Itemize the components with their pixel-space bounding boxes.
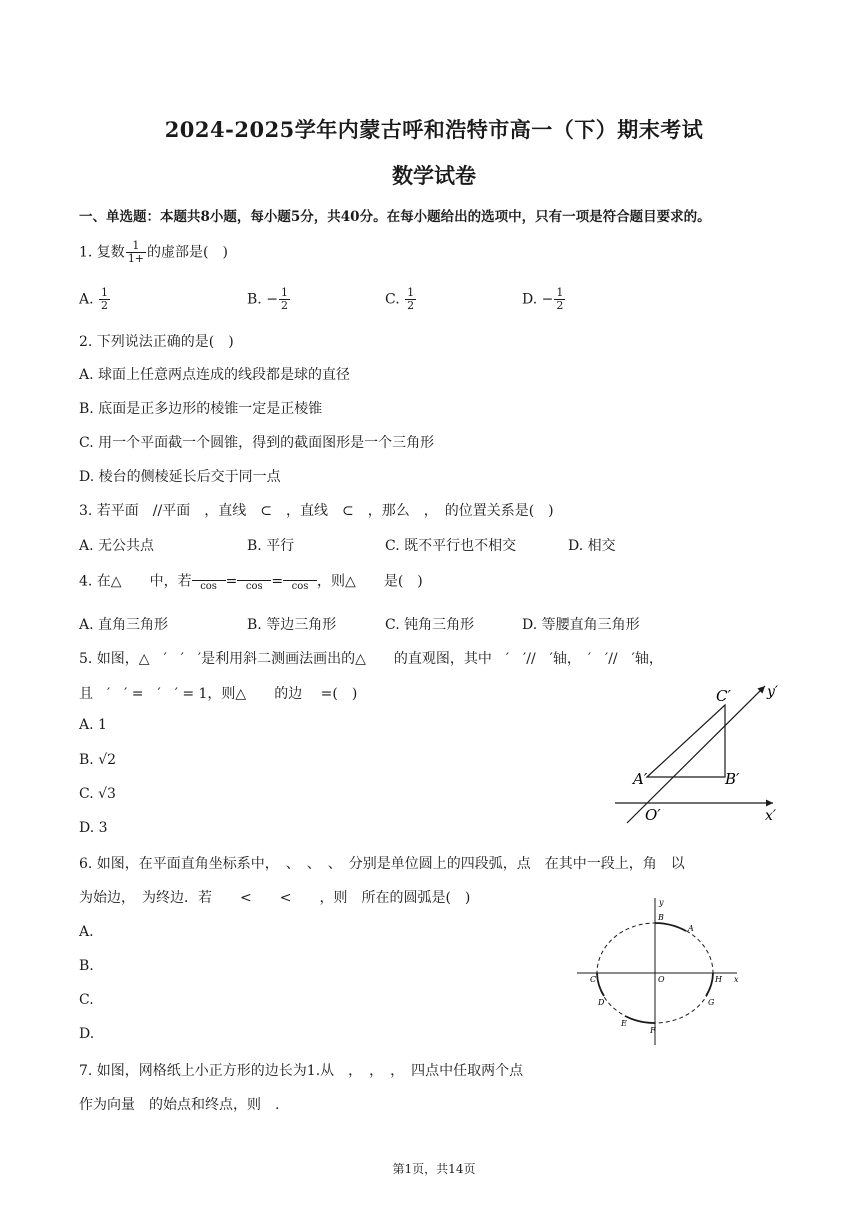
q4-prefix: 4. 在△ 中，若 [79, 573, 192, 590]
q4-option-a[interactable]: A. 直角三角形 [79, 617, 169, 633]
q6-label-e: E [621, 1019, 627, 1028]
q5-label-x: x′ [765, 808, 777, 824]
q1-option-c[interactable] [385, 287, 417, 312]
q1-opt-c-frac [405, 287, 416, 312]
q4-frac-2 [237, 570, 271, 593]
q1-opt-d-den: 2 [556, 299, 564, 312]
q6-label-d: D [598, 998, 605, 1007]
q6-arc-ef [625, 1016, 655, 1023]
q5-option-a[interactable]: A. 1 [79, 717, 107, 733]
q1-opt-d-num: 1 [556, 286, 564, 299]
q1-opt-b-sign: − [266, 291, 278, 308]
q1-opt-b-num: 1 [280, 286, 288, 299]
q3-option-d[interactable]: D. 相交 [568, 538, 616, 554]
q6-label-c: C [590, 975, 597, 984]
q6-option-c[interactable]: C. [79, 992, 94, 1008]
q1-opt-a-frac [99, 287, 110, 312]
q6-arc-cd [597, 973, 604, 996]
q1-opt-c-label: C. [385, 291, 400, 308]
q5-opt-c-label: C. [79, 786, 99, 802]
q2-option-b[interactable]: B. 底面是正多边形的棱锥一定是正棱锥 [79, 401, 323, 417]
q1-option-d[interactable] [522, 287, 566, 312]
q5-label-b: B′ [725, 770, 740, 788]
q6-arc-ab [655, 923, 686, 931]
q1-opt-a-num: 1 [101, 286, 109, 299]
q4-frac-3-den: cos [291, 581, 309, 592]
q4-frac-1-num [192, 570, 226, 581]
q4-frac-1-den: cos [200, 581, 217, 592]
q1-opt-c-den: 2 [407, 299, 415, 312]
q1-opt-c-num: 1 [407, 286, 415, 299]
question-1-stem [79, 240, 228, 265]
q5-label-o: O′ [645, 806, 661, 824]
q5-triangle [647, 705, 725, 777]
q5-opt-b-value: √2 [98, 752, 117, 768]
q4-frac-1 [192, 570, 226, 593]
q2-option-d[interactable]: D. 棱台的侧棱延长后交于同一点 [79, 469, 281, 485]
q5-option-b[interactable] [79, 752, 116, 768]
question-5-line-2: 且 ′ ′ = ′ ′ = 1，则△ 的边 =( ) [79, 686, 358, 702]
exam-subtitle: 数学试卷 [392, 163, 476, 188]
q5-label-a: A′ [633, 770, 648, 788]
q6-label-y: y [659, 898, 664, 907]
q5-label-c: C′ [716, 687, 731, 705]
question-7-line-2: 作为向量 的始点和终点，则 . [79, 1097, 280, 1113]
q6-option-a[interactable]: A. [79, 924, 94, 940]
q6-label-x: x [734, 975, 739, 984]
q5-option-d[interactable]: D. 3 [79, 820, 108, 836]
question-6-line-2: 为始边， 为终边．若 < < ，则 所在的圆弧是( ) [79, 890, 471, 906]
section-heading-single-choice: 一、单选题：本题共8小题，每小题5分，共40分。在每小题给出的选项中，只有一项是符合题目要求的。 [79, 209, 711, 225]
q3-option-a[interactable]: A. 无公共点 [79, 538, 155, 554]
q5-figure [615, 680, 795, 830]
q6-label-b: B [658, 913, 664, 922]
q6-label-o: O [658, 975, 665, 984]
q3-option-b[interactable]: B. 平行 [247, 538, 295, 554]
q1-opt-d-label: D. [522, 291, 538, 308]
q4-option-d[interactable]: D. 等腰直角三角形 [522, 617, 640, 633]
q1-option-a[interactable] [79, 287, 111, 312]
q6-label-g: G [708, 998, 715, 1007]
q4-frac-2-den: cos [245, 581, 263, 592]
question-3-stem: 3. 若平面 //平面 ，直线 ⊂ ，直线 ⊂ ，那么 ， 的位置关系是( ) [79, 503, 554, 519]
q6-option-d[interactable]: D. [79, 1026, 95, 1042]
q5-label-y: y′ [767, 684, 779, 700]
question-2-stem: 2. 下列说法正确的是( ) [79, 334, 234, 350]
q4-frac-3-num [283, 570, 317, 581]
q1-frac-den: 1+ [127, 252, 145, 265]
q6-label-h: H [715, 975, 722, 984]
q4-option-c[interactable]: C. 钝角三角形 [385, 617, 475, 633]
question-7-line-1: 7. 如图，网格纸上小正方形的边长为1.从 ， ， ， 四点中任取两个点 [79, 1063, 524, 1079]
q4-suffix: ，则△ 是( ) [317, 573, 423, 590]
q1-suffix: 的虚部是( ) [147, 244, 228, 261]
q4-frac-2-num [237, 570, 271, 581]
q6-arc-gh [706, 973, 713, 996]
q4-option-b[interactable]: B. 等边三角形 [247, 617, 337, 633]
q1-opt-a-label: A. [79, 291, 94, 308]
question-5-line-1: 5. 如图，△ ′ ′ ′是利用斜二测画法画出的△ 的直观图，其中 ′ ′// ′轴， ′ ′// ′轴， [79, 651, 663, 667]
q1-frac-num: 1 [126, 240, 146, 253]
q6-option-b[interactable]: B. [79, 958, 94, 974]
exam-title: 2024-2025学年内蒙古呼和浩特市高一（下）期末考试 [164, 117, 704, 142]
q2-option-c[interactable]: C. 用一个平面截一个圆锥，得到的截面图形是一个三角形 [79, 435, 435, 451]
q1-fraction [126, 240, 146, 265]
q4-eq-2: = [271, 573, 284, 590]
q2-option-a[interactable]: A. 球面上任意两点连成的线段都是球的直径 [79, 367, 351, 383]
question-6-line-1: 6. 如图，在平面直角坐标系中， 、 、 、 分别是单位圆上的四段弧，点 在其中一段上，角 以 [79, 856, 685, 872]
q1-opt-d-sign: − [541, 291, 554, 308]
q5-option-c[interactable] [79, 786, 116, 802]
q6-figure-unit-circle [575, 895, 745, 1050]
q3-option-c[interactable]: C. 既不平行也不相交 [385, 538, 517, 554]
q1-option-b[interactable] [247, 287, 291, 312]
q5-opt-c-value: √3 [98, 786, 116, 802]
q1-opt-b-label: B. [247, 291, 262, 308]
q1-opt-b-frac [279, 287, 290, 312]
page-footer: 第1页，共14页 [392, 1162, 476, 1176]
q4-eq-1: = [225, 573, 238, 590]
q5-opt-b-label: B. [79, 752, 99, 768]
q1-prefix: 1. 复数 [79, 244, 125, 261]
q4-frac-3 [283, 570, 317, 593]
q6-label-f: F [650, 1026, 656, 1035]
q1-opt-a-den: 2 [101, 299, 109, 312]
q1-opt-b-den: 2 [280, 299, 288, 312]
q6-label-a: A [688, 924, 694, 933]
q1-opt-d-frac [554, 287, 565, 312]
question-4-stem [79, 570, 423, 593]
